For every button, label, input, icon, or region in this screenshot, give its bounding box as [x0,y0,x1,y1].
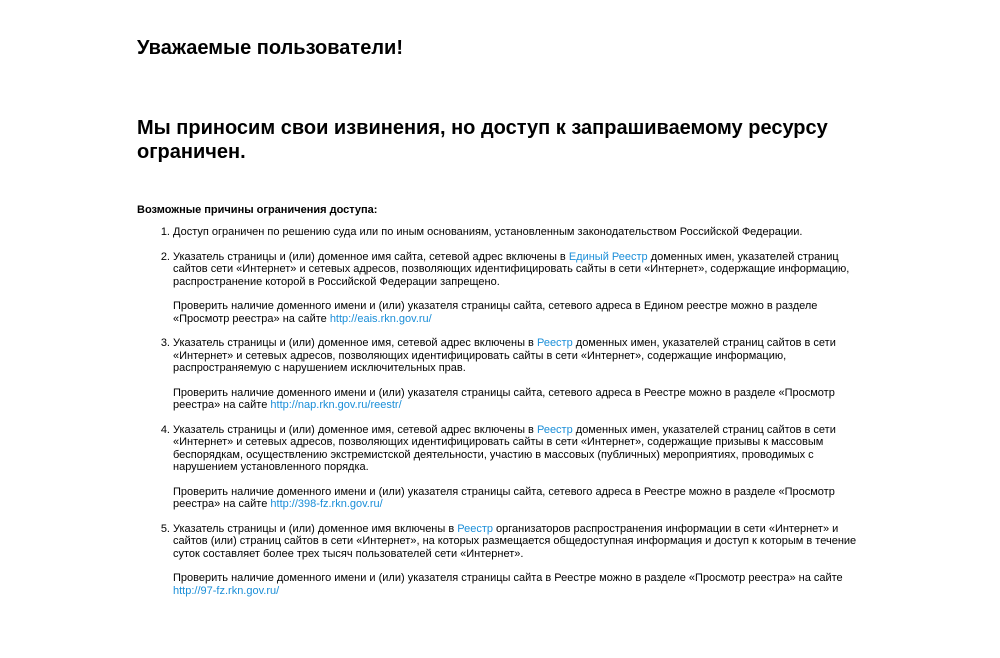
reason-text: Указатель страницы и (или) доменное имя, сетевой адрес включены в Реестр доменных имен, указателей страниц сайтов в сети «Интернет» и сетевых адресов, позволяющих идентифицировать сайты в сети «Интернет», содержащие информацию, распространяемую с нарушением исключительных прав. [173,337,836,374]
reason-item-5 [137,523,857,598]
reason-item-1 [137,226,857,239]
reason-number: 2. [160,250,170,263]
unified-registry-link[interactable]: Единый Реестр [568,250,648,263]
reason-number: 3. [160,337,170,349]
reason-text: Доступ ограничен по решению суда или по иным основаниям, установленным законодательством Российской Федерации. [173,226,803,238]
reasons-title: Возможные причины ограничения доступа: [137,204,378,216]
nap-link[interactable]: http://nap.rkn.gov.ru/reestr/ [270,399,402,411]
reason-number: 4. [160,423,170,436]
eais-link[interactable]: http://eais.rkn.gov.ru/ [329,312,432,325]
reason-number: 1. [160,226,170,238]
reason-item-2 [137,251,857,326]
registry-link[interactable]: Реестр [536,423,573,436]
reason-check-text: Проверить наличие доменного имени и (или) указателя страницы сайта, сетевого адреса в Едином реестре можно в разделе «Просмотр реестра» на сайте http://eais.rkn.gov.ru/ [173,300,818,325]
greeting-heading: Уважаемые пользователи! [137,37,403,59]
apology-heading: Мы приносим свои извинения, но доступ к запрашиваемому ресурсу ограничен. [137,117,828,163]
reason-item-3 [137,337,857,412]
reason-text: Указатель страницы и (или) доменное имя включены в Реестр организаторов распространения информации в сети «Интернет» и сайтов (или) страниц сайтов в сети «Интернет», на которых размещается общедоступная информация и доступ к которым в течение суток составляет более трех тысяч пользователей сети «Интернет». [173,522,857,560]
reason-text: Указатель страницы и (или) доменное имя сайта, сетевой адрес включены в Единый Реестр доменных имен, указателей страниц сайтов сети «Интернет» и сетевых адресов, позволяющих идентифицировать сайты в сети «Интернет», содержащие информацию, распространение которой в Российской Федерации запрещено. [173,250,850,288]
reasons-list [137,226,857,609]
registry-link[interactable]: Реестр [457,522,493,535]
reason-check-text: Проверить наличие доменного имени и (или) указателя страницы сайта, сетевого адреса в Реестре можно в разделе «Просмотр реестра» на сайте http://nap.rkn.gov.ru/reestr/ [173,386,835,411]
reason-check-text: Проверить наличие доменного имени и (или) указателя страницы сайта, сетевого адреса в Реестре можно в разделе «Просмотр реестра» на сайте http://398-fz.rkn.gov.ru/ [173,485,835,510]
reason-text: Указатель страницы и (или) доменное имя, сетевой адрес включены в Реестр доменных имен, указателей страниц сайтов в сети «Интернет» и сетевых адресов, позволяющих идентифицировать сайты в сети «Интернет», содержащие призывы к массовым беспорядкам, осуществлению экстремистской деятельности, участию в массовых (публичных) мероприятиях, проводимых с нарушением установленного порядка. [173,423,836,473]
reason-item-4 [137,424,857,511]
398-fz-link[interactable]: http://398-fz.rkn.gov.ru/ [270,498,383,510]
reason-number: 5. [160,522,170,535]
97-fz-link[interactable]: http://97-fz.rkn.gov.ru/ [173,584,280,597]
registry-link[interactable]: Реестр [536,337,573,349]
reason-check-text: Проверить наличие доменного имени и (или) указателя страницы сайта в Реестре можно в разделе «Просмотр реестра» на сайте http://97-fz.rkn.gov.ru/ [173,572,843,597]
